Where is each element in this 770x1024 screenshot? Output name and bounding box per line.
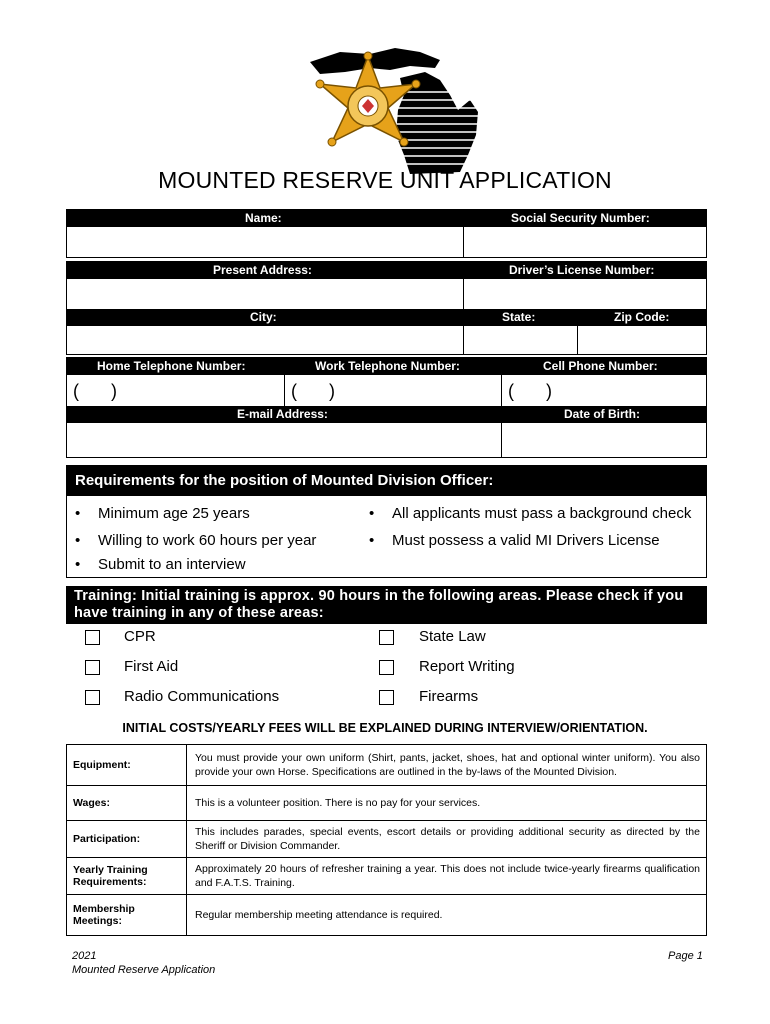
- info-table: [66, 744, 707, 936]
- sheriff-star-icon: [300, 40, 500, 180]
- table-row: [67, 786, 707, 821]
- table-label: Participation:: [67, 821, 187, 858]
- work-phone-field[interactable]: ( ): [291, 381, 335, 401]
- ssn-field[interactable]: [464, 227, 706, 258]
- table-value: This is a volunteer position. There is no pay for your services.: [187, 786, 707, 821]
- training-heading: Training: Initial training is approx. 90 hours in the following areas. Please check if you have training in any of these areas:: [66, 586, 707, 624]
- address-header: [67, 262, 706, 279]
- state-law-label: State Law: [419, 628, 486, 645]
- table-value: This includes parades, special events, escort details or providing additional security as directed by the Sheriff or Division Commander.: [187, 821, 707, 858]
- city-field[interactable]: [67, 326, 463, 355]
- table-value: Regular membership meeting attendance is required.: [187, 895, 707, 936]
- table-label: Membership Meetings:: [67, 895, 187, 936]
- table-row: [67, 745, 707, 786]
- report-writing-checkbox[interactable]: [379, 660, 394, 675]
- state-label: State:: [502, 310, 536, 324]
- cell-phone-label: Cell Phone Number:: [543, 359, 658, 373]
- firearms-label: Firearms: [419, 688, 479, 705]
- state-law-checkbox[interactable]: [379, 630, 394, 645]
- name-field[interactable]: [67, 227, 463, 258]
- address-label: Present Address:: [213, 263, 312, 277]
- table-label: Equipment:: [67, 745, 187, 786]
- table-label: Yearly Training Requirements:: [67, 858, 187, 895]
- table-value: You must provide your own uniform (Shirt, pants, jacket, shoes, hat and optional winter uniform). You also provide your own Horse. Specifications are outlined in the by-laws of the Mounted Division.: [187, 745, 707, 786]
- firearms-checkbox[interactable]: [379, 690, 394, 705]
- page-title: MOUNTED RESERVE UNIT APPLICATION: [158, 167, 612, 193]
- work-phone-label: Work Telephone Number:: [315, 359, 460, 373]
- cell-phone-field[interactable]: ( ): [508, 381, 552, 401]
- requirements-heading: Requirements for the position of Mounted Division Officer:: [67, 466, 706, 496]
- city-label: City:: [250, 310, 277, 324]
- dob-field[interactable]: [502, 423, 706, 458]
- requirements-section: Requirements for the position of Mounted Division Officer: • Minimum age 25 years • Willing to work 60 hours per year • Submit to an interview • All applicants must pass a background check • Must possess a valid MI Drivers License: [66, 465, 707, 578]
- table-row: [67, 895, 707, 936]
- name-ssn-block: [66, 209, 707, 258]
- ssn-label: Social Security Number:: [511, 211, 650, 225]
- dob-label: Date of Birth:: [564, 407, 640, 421]
- city-header: [67, 309, 706, 326]
- training-section: [66, 586, 707, 716]
- home-phone-label: Home Telephone Number:: [97, 359, 246, 373]
- table-row: [67, 821, 707, 858]
- state-field[interactable]: [464, 326, 577, 355]
- home-phone-field[interactable]: ( ): [73, 381, 117, 401]
- dl-field[interactable]: [464, 279, 706, 309]
- radio-communications-label: Radio Communications: [124, 688, 280, 705]
- name-ssn-header: [67, 210, 706, 227]
- sheriff-logo: [300, 40, 500, 180]
- email-label: E-mail Address:: [237, 407, 328, 421]
- contact-block: [66, 357, 707, 458]
- cpr-checkbox[interactable]: [85, 630, 100, 645]
- phone-header: [67, 358, 706, 375]
- cpr-label: CPR: [124, 628, 156, 645]
- first-aid-label: First Aid: [124, 658, 179, 675]
- report-writing-label: Report Writing: [419, 658, 515, 675]
- zip-label: Zip Code:: [614, 310, 670, 324]
- costs-note: INITIAL COSTS/YEARLY FEES WILL BE EXPLAINED DURING INTERVIEW/ORIENTATION.: [122, 721, 648, 735]
- table-value: Approximately 20 hours of refresher training a year. This does not include twice-yearly firearms qualification and F.A.T.S. Training.: [187, 858, 707, 895]
- dl-label: Driver’s License Number:: [509, 263, 655, 277]
- email-field[interactable]: [67, 423, 501, 458]
- footer-page-number: Page 1: [668, 950, 703, 962]
- zip-field[interactable]: [578, 326, 706, 355]
- table-label: Wages:: [67, 786, 187, 821]
- email-header: [67, 406, 706, 423]
- radio-communications-checkbox[interactable]: [85, 690, 100, 705]
- footer-document-name: Mounted Reserve Application: [72, 964, 216, 976]
- table-row: [67, 858, 707, 895]
- first-aid-checkbox[interactable]: [85, 660, 100, 675]
- name-label: Name:: [245, 211, 282, 225]
- footer-year: 2021: [72, 950, 97, 962]
- address-field[interactable]: [67, 279, 463, 309]
- address-block: [66, 261, 707, 355]
